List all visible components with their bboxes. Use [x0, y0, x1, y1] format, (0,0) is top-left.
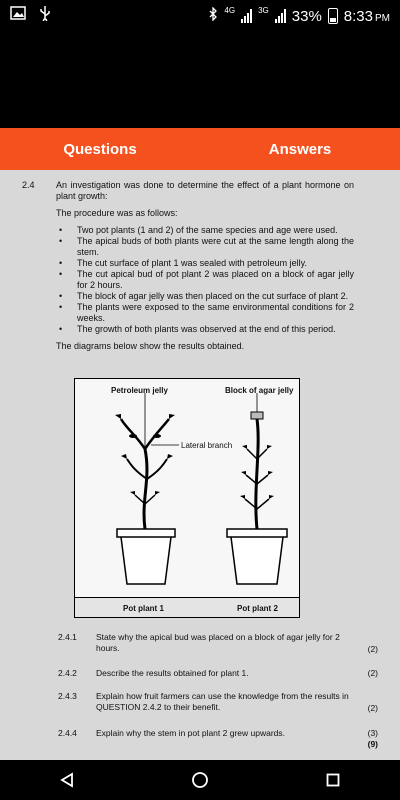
- sub-question: [58, 632, 378, 662]
- sub-question-text: Explain why the stem in pot plant 2 grew upwards.: [96, 728, 285, 738]
- procedure-list: [56, 225, 354, 335]
- app-header-spacer: [0, 32, 400, 128]
- sub-question-number: 2.4.4: [58, 728, 77, 738]
- question-body: [56, 180, 354, 358]
- recents-button[interactable]: [313, 760, 353, 800]
- procedure-step: • The cut apical bud of pot plant 2 was placed on a block of agar jelly for 2 hours.: [56, 269, 354, 291]
- sub-question-marks: (2): [367, 703, 378, 713]
- back-icon: [59, 772, 75, 788]
- diagram-intro: The diagrams below show the results obtained.: [56, 341, 245, 351]
- results-diagram: [74, 378, 300, 618]
- navigation-bar: [0, 760, 400, 800]
- question-page[interactable]: [0, 170, 400, 760]
- procedure-step: • The block of agar jelly was then placed on the cut surface of plant 2.: [56, 291, 354, 302]
- label-agar-jelly: Block of agar jelly: [225, 386, 294, 395]
- question-intro: An investigation was done to determine the effect of a plant hormone on plant growth:: [56, 180, 354, 201]
- sub-question-marks: (2): [367, 644, 378, 654]
- sub-question-number: 2.4.2: [58, 668, 77, 678]
- sub-question-marks: (2): [367, 668, 378, 678]
- procedure-step: • Two pot plants (1 and 2) of the same species and age were used.: [56, 225, 354, 236]
- tab-answers[interactable]: Answers: [268, 140, 332, 158]
- procedure-step: • The growth of both plants was observed at the end of this period.: [56, 324, 354, 335]
- sub-question-text: State why the apical bud was placed on a block of agar jelly for 2 hours.: [96, 632, 340, 653]
- caption-pot-plant-2: Pot plant 2: [237, 604, 278, 613]
- recents-icon: [326, 773, 340, 787]
- sub-question-number: 2.4.3: [58, 691, 77, 701]
- sub-question-text: Describe the results obtained for plant 1.: [96, 668, 249, 678]
- tab-bar: [0, 128, 400, 170]
- back-button[interactable]: [47, 760, 87, 800]
- sub-question: [58, 691, 378, 717]
- sub-question: [58, 728, 378, 754]
- label-petroleum-jelly: Petroleum jelly: [111, 386, 168, 395]
- signal-icon: [241, 9, 252, 23]
- sub-question-number: 2.4.1: [58, 632, 77, 642]
- sub-question-text: Explain how fruit farmers can use the knowledge from the results in QUESTION 2.4.2 to their benefit.: [96, 691, 349, 712]
- figure-caption-bar: [75, 597, 299, 617]
- label-lateral-branch: Lateral branch: [181, 441, 233, 450]
- usb-icon: [38, 5, 52, 26]
- network-type-2: 3G: [258, 6, 269, 15]
- tab-questions[interactable]: Questions: [63, 140, 137, 158]
- caption-pot-plant-1: Pot plant 1: [123, 604, 164, 613]
- sub-question: [58, 668, 378, 682]
- procedure-title: The procedure was as follows:: [56, 208, 178, 218]
- procedure-step: • The apical buds of both plants were cut at the same length along the stem.: [56, 236, 354, 258]
- bluetooth-icon: [208, 7, 218, 25]
- home-icon: [191, 771, 209, 789]
- status-bar: [0, 0, 400, 32]
- question-total-marks: (9): [367, 739, 378, 749]
- home-button[interactable]: [180, 760, 220, 800]
- signal-icon-2: [275, 9, 286, 23]
- question-number: 2.4: [22, 180, 35, 190]
- clock: 8:33 PM: [343, 7, 390, 25]
- procedure-step: • The cut surface of plant 1 was sealed with petroleum jelly.: [56, 258, 354, 269]
- battery-icon: [328, 8, 338, 24]
- battery-percent: 33%: [291, 7, 322, 25]
- image-notification-icon: [10, 5, 26, 26]
- sub-question-marks: (3): [367, 728, 378, 738]
- procedure-step: • The plants were exposed to the same environmental conditions for 2 weeks.: [56, 302, 354, 324]
- plants-illustration: [75, 379, 298, 616]
- network-type-1: 4G: [224, 6, 236, 15]
